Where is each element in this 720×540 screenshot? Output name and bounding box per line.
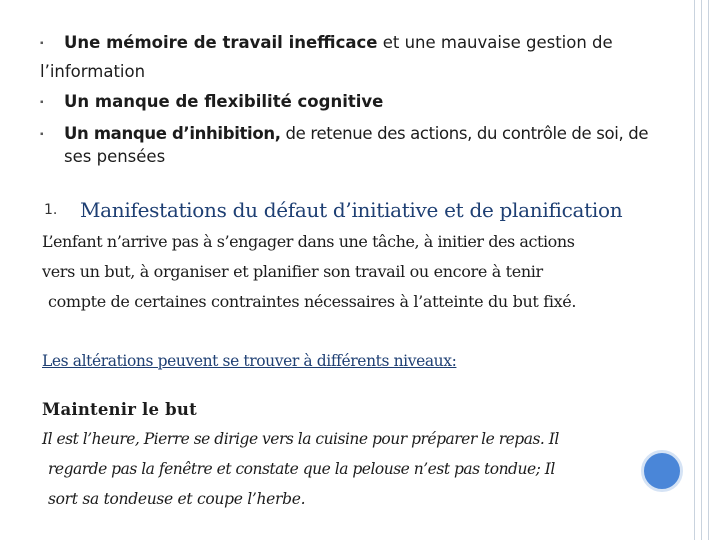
section-title: Manifestations du défaut d’initiative et de planification bbox=[80, 198, 623, 222]
bullet-icon: ▪ bbox=[40, 38, 44, 49]
subheading: Maintenir le but bbox=[42, 400, 197, 419]
bullet-icon: ▪ bbox=[40, 97, 44, 108]
decorative-border bbox=[701, 0, 702, 540]
example-line: regarde pas la fenêtre et constate que la pelouse n’est pas tondue; Il bbox=[48, 460, 555, 478]
paragraph-line: vers un but, à organiser et planifier son travail ou encore à tenir bbox=[42, 262, 543, 281]
bullet-item-2 bbox=[64, 92, 383, 111]
decorative-border bbox=[708, 0, 709, 540]
section-number: 1. bbox=[44, 202, 58, 218]
bullet-text: de retenue des actions, du contrôle de soi, de bbox=[280, 124, 649, 143]
levels-link[interactable]: Les altérations peuvent se trouver à différents niveaux: bbox=[42, 352, 457, 370]
paragraph-line: L’enfant n’arrive pas à s’engager dans une tâche, à initier des actions bbox=[42, 232, 575, 251]
bullet-text: et une mauvaise gestion de bbox=[377, 33, 613, 52]
bullet-item-3-cont: ses pensées bbox=[64, 147, 166, 166]
decorative-border bbox=[694, 0, 695, 540]
bullet-bold: Un manque de flexibilité cognitive bbox=[64, 92, 384, 111]
example-line: Il est l’heure, Pierre se dirige vers la cuisine pour préparer le repas. Il bbox=[42, 430, 559, 448]
bullet-item-3 bbox=[64, 124, 648, 143]
bullet-item-1 bbox=[64, 33, 613, 52]
bullet-icon: ▪ bbox=[40, 129, 44, 140]
bullet-bold: Un manque d’inhibition, bbox=[64, 124, 281, 143]
paragraph-line: compte de certaines contraintes nécessaires à l’atteinte du but fixé. bbox=[48, 292, 577, 311]
example-line: sort sa tondeuse et coupe l’herbe. bbox=[48, 490, 306, 508]
bullet-item-1-cont: l’information bbox=[40, 62, 146, 81]
bullet-bold: Une mémoire de travail inefficace bbox=[64, 33, 378, 52]
decorative-circle bbox=[641, 450, 683, 492]
